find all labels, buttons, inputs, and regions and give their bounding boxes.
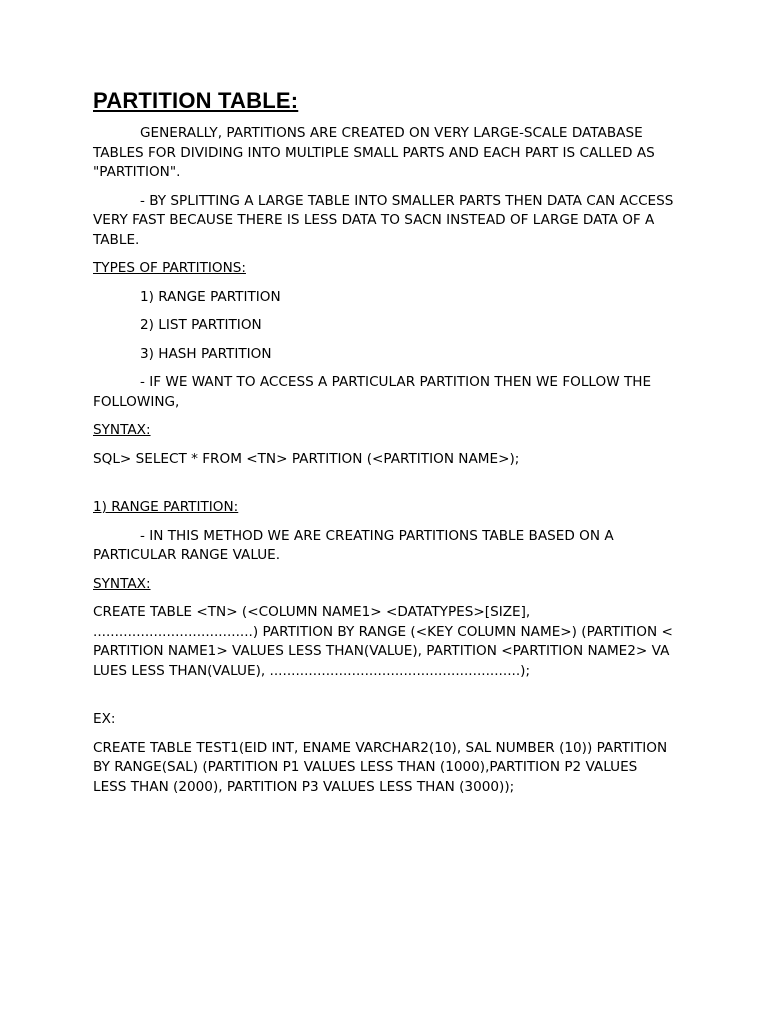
create-table-syntax: CREATE TABLE <TN> (<COLUMN NAME1> <DATATYPES>[SIZE], .....................................) PARTITION BY RANGE (<KEY COLUMN NAME>) (PARTITION <PARTITION NAME1> VALUES LESS THAN(VALUE), PARTITION <PARTITION NAME2> VALUES LESS THAN(VALUE), ..........................................................); <box>93 604 673 679</box>
select-syntax: SQL> SELECT * FROM <TN> PARTITION (<PARTITION NAME>); <box>93 450 520 467</box>
range-partition-paragraph: - IN THIS METHOD WE ARE CREATING PARTITIONS TABLE BASED ON A PARTICULAR RANGE VALUE. <box>93 527 614 563</box>
spacer <box>93 690 675 710</box>
page-title: PARTITION TABLE: <box>93 88 299 113</box>
access-paragraph: - IF WE WANT TO ACCESS A PARTICULAR PARTITION THEN WE FOLLOW THE FOLLOWING, <box>93 374 652 410</box>
syntax-heading-2: SYNTAX: <box>93 575 151 592</box>
spacer <box>93 478 675 498</box>
type-item-range: 1) RANGE PARTITION <box>140 288 281 305</box>
document-page <box>93 88 675 806</box>
intro-paragraph: GENERALLY, PARTITIONS ARE CREATED ON VERY LARGE-SCALE DATABASE TABLES FOR DIVIDING INTO MULTIPLE SMALL PARTS AND EACH PART IS CALLED AS "PARTITION". <box>93 125 655 180</box>
type-item-list: 2) LIST PARTITION <box>140 317 262 333</box>
example-heading: EX: <box>93 711 116 727</box>
splitting-paragraph: - BY SPLITTING A LARGE TABLE INTO SMALLER PARTS THEN DATA CAN ACCESS VERY FAST BECAUSE THERE IS LESS DATA TO SACN INSTEAD OF LARGE DATA OF A TABLE. <box>93 192 674 248</box>
example-sql: CREATE TABLE TEST1(EID INT, ENAME VARCHAR2(10), SAL NUMBER (10)) PARTITION BY RANGE(SAL) (PARTITION P1 VALUES LESS THAN (1000),PARTITION P2 VALUES LESS THAN (2000), PARTITION P3 VALUES LESS THAN (3000)); <box>93 739 668 795</box>
syntax-heading-1: SYNTAX: <box>93 422 151 438</box>
range-partition-heading: 1) RANGE PARTITION: <box>93 499 239 515</box>
types-heading: TYPES OF PARTITIONS: <box>93 260 246 276</box>
type-item-hash: 3) HASH PARTITION <box>140 345 272 362</box>
